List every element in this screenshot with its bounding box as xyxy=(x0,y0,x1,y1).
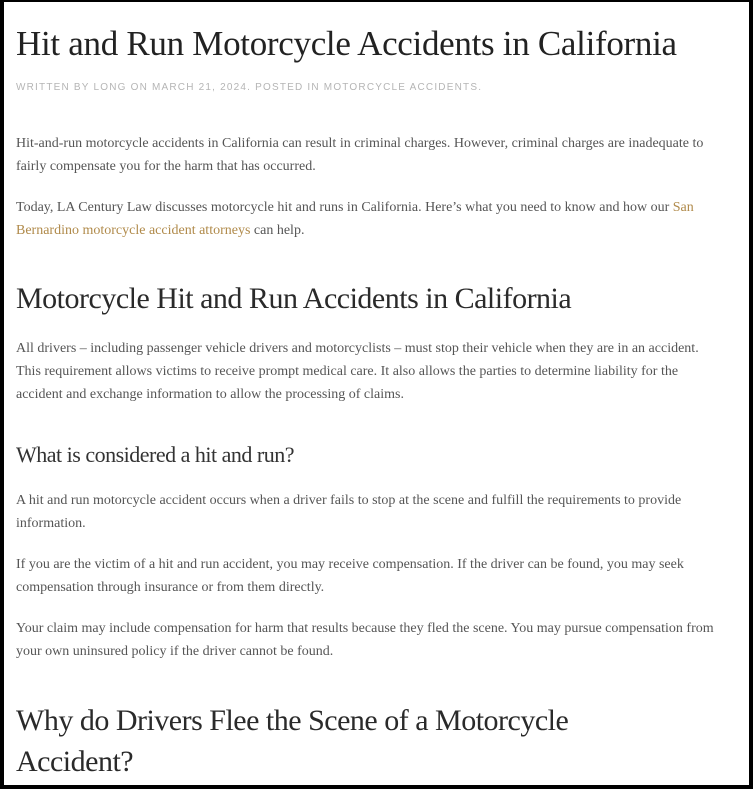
subsection-paragraph-3: Your claim may include compensation for harm that results because they fled the scene. You may pursue compensation from your own uninsured policy if the driver cannot be found. xyxy=(16,621,714,659)
section1-paragraph-1: All drivers – including passenger vehicle drivers and motorcyclists – must stop their vehicle when they are in an accident. This requirement allows victims to receive prompt medical care. It also allows the parties to determine liability for the accident and exchange information to allow the processing of claims. xyxy=(16,341,699,402)
meta-posted-in: . POSTED IN xyxy=(247,82,320,93)
article-meta xyxy=(16,82,482,93)
article-title: Hit and Run Motorcycle Accidents in California xyxy=(16,24,677,63)
category-link[interactable]: MOTORCYCLE ACCIDENTS xyxy=(323,82,479,93)
meta-suffix: . xyxy=(478,82,483,93)
subsection-heading-what-is-hit-and-run: What is considered a hit and run? xyxy=(16,442,294,467)
section-heading-hit-and-run: Motorcycle Hit and Run Accidents in California xyxy=(16,282,572,315)
attorneys-link[interactable]: San Bernardino motorcycle accident attorneys xyxy=(16,200,694,238)
intro-p2-text-before: Today, LA Century Law discusses motorcycle hit and runs in California. Here’s what you need to know and how our xyxy=(16,200,673,215)
intro-p2-text-after: can help. xyxy=(250,223,305,238)
subsection-paragraph-1: A hit and run motorcycle accident occurs when a driver fails to stop at the scene and fulfill the requirements to provide information. xyxy=(16,493,682,531)
meta-on: ON xyxy=(130,82,148,93)
section-heading-why-flee: Why do Drivers Flee the Scene of a Motorcycle Accident? xyxy=(16,704,569,778)
intro-paragraph-2 xyxy=(16,196,726,242)
meta-date: MARCH 21, 2024 xyxy=(151,82,248,93)
meta-written-by: WRITTEN BY xyxy=(16,82,90,93)
author-link[interactable]: LONG xyxy=(93,82,127,93)
subsection-paragraph-2: If you are the victim of a hit and run accident, you may receive compensation. If the driver can be found, you may seek compensation through insurance or from them directly. xyxy=(16,557,684,595)
intro-paragraph-1: Hit-and-run motorcycle accidents in California can result in criminal charges. However, criminal charges are inadequate to fairly compensate you for the harm that has occurred. xyxy=(16,136,704,174)
